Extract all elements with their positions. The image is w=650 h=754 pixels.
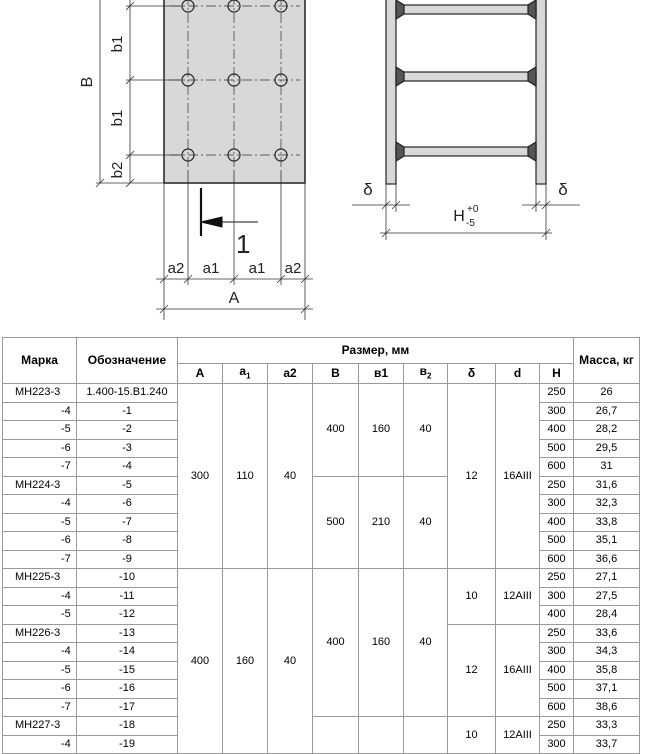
cell-marka: МН227-3 [3,717,77,736]
cell-v1: 160 [359,384,404,477]
cell-a2: 40 [268,569,313,754]
cell-H: 250 [540,624,574,643]
cell-delta: 10 [448,717,496,754]
cell-a1: 110 [223,384,268,569]
cell-marka: -7 [3,550,77,569]
cell-marka: -4 [3,587,77,606]
cell-H: 300 [540,495,574,514]
cell-H: 400 [540,661,574,680]
cell-v2: 40 [404,569,448,717]
cell-mass: 29,5 [574,439,640,458]
cell-marka: -4 [3,735,77,754]
cell-obozn: -17 [77,698,178,717]
cell-obozn: 1.400-15.В1.240 [77,384,178,403]
cell-marka: -6 [3,439,77,458]
cell-A: 300 [178,384,223,569]
cell-obozn: -12 [77,606,178,625]
cell-obozn: -10 [77,569,178,588]
cell-obozn: -18 [77,717,178,736]
cell-marka: -4 [3,643,77,662]
cell-marka: -4 [3,495,77,514]
cell-obozn: -8 [77,532,178,551]
cell-marka: МН225-3 [3,569,77,588]
header-row-1 [3,338,640,364]
side-dimension-lines [352,184,580,240]
cell-obozn: -4 [77,458,178,477]
cell-obozn: -3 [77,439,178,458]
cell-H: 400 [540,421,574,440]
col-header-H: H [540,364,574,384]
cell-mass: 26,7 [574,402,640,421]
cell-obozn: -9 [77,550,178,569]
cell-marka: МН224-3 [3,476,77,495]
cell-v2: 40 [404,384,448,477]
cell-marka: МН223-3 [3,384,77,403]
cell-mass: 31,6 [574,476,640,495]
cell-mass: 36,6 [574,550,640,569]
cell-H: 250 [540,569,574,588]
cell-marka: -7 [3,698,77,717]
cell-delta: 12 [448,624,496,717]
dim-H: H [453,208,465,225]
cell-H: 250 [540,717,574,736]
cell-d: 16АIII [496,384,540,569]
dim-B: B [79,76,96,88]
cell-obozn: -14 [77,643,178,662]
cell-marka: -5 [3,606,77,625]
cell-marka: -7 [3,458,77,477]
cell-H: 600 [540,698,574,717]
table-row [3,384,640,403]
cell-obozn: -15 [77,661,178,680]
cell-mass: 26 [574,384,640,403]
cell-a2: 40 [268,384,313,569]
cell-obozn: -16 [77,680,178,699]
cell-v1: 160 [359,569,404,717]
specifications-table [2,337,640,754]
cell-d: 16АIII [496,624,540,717]
cell-delta: 10 [448,569,496,625]
cell-mass: 27,1 [574,569,640,588]
cell-H: 250 [540,476,574,495]
col-header-a2: a2 [268,364,313,384]
col-header-d: d [496,364,540,384]
cell-obozn: -19 [77,735,178,754]
plate-body [164,0,305,183]
cell-mass: 31 [574,458,640,477]
cell-a1: 160 [223,569,268,754]
dim-delta-right: δ [558,180,568,199]
cell-v2: 40 [404,476,448,569]
col-header-massa: Масса, кг [574,338,640,384]
cell-H: 250 [540,384,574,403]
cell-obozn: -5 [77,476,178,495]
cell-marka: -6 [3,532,77,551]
cell-mass: 33,6 [574,624,640,643]
side-view [386,0,546,184]
cell-v1: 210 [359,476,404,569]
cell-H: 400 [540,513,574,532]
cell-obozn: -2 [77,421,178,440]
cell-mass: 33,3 [574,717,640,736]
col-header-oboznachenie: Обозначение [77,338,178,384]
dim-a2-left: a2 [167,260,185,277]
dim-delta-left: δ [363,180,373,199]
cell-H: 300 [540,735,574,754]
col-header-a1: $a_1$ [223,364,268,384]
cell-B: 500 [313,476,359,569]
cell-marka: -5 [3,513,77,532]
technical-drawing [0,0,650,330]
cell-H: 500 [540,680,574,699]
table-row [3,476,640,495]
cell-d: 12АIII [496,717,540,754]
dim-b1-top: b1 [109,35,126,53]
cell-mass: 34,3 [574,643,640,662]
cell-obozn: -1 [77,402,178,421]
cell-H: 400 [540,606,574,625]
cell-H: 600 [540,458,574,477]
cell-mass: 33,8 [574,513,640,532]
col-header-razmer: Размер, мм [178,338,574,364]
section-label: 1 [236,229,251,259]
cell-marka: -6 [3,680,77,699]
dim-H-sub: -5 [466,218,475,229]
cell-mass: 38,6 [574,698,640,717]
cell-obozn: -6 [77,495,178,514]
dim-a1-right: a1 [248,260,266,277]
col-header-v1: в1 [359,364,404,384]
dim-A: A [228,290,240,307]
dim-H-sup: +0 [467,204,479,215]
cell-d: 12АIII [496,569,540,625]
col-header-B: В [313,364,359,384]
cell-mass: 33,7 [574,735,640,754]
cell-mass: 37,1 [574,680,640,699]
cell-obozn: -11 [77,587,178,606]
col-header-v2: $в_2$ [404,364,448,384]
cell-B [313,717,359,754]
table-row [3,717,640,736]
table-row [3,569,640,588]
cell-mass: 35,8 [574,661,640,680]
cell-v1 [359,717,404,754]
dim-b2: b2 [109,161,126,179]
cell-H: 500 [540,439,574,458]
cell-H: 300 [540,402,574,421]
cell-B: 400 [313,384,359,477]
cell-obozn: -7 [77,513,178,532]
cell-mass: 27,5 [574,587,640,606]
col-header-marka: Марка [3,338,77,384]
cell-mass: 32,3 [574,495,640,514]
cell-mass: 28,2 [574,421,640,440]
cell-H: 500 [540,532,574,551]
cell-marka: -5 [3,661,77,680]
cell-H: 600 [540,550,574,569]
dim-b1-bottom: b1 [109,109,126,127]
cell-mass: 35,1 [574,532,640,551]
cell-A: 400 [178,569,223,754]
cell-v2 [404,717,448,754]
cell-marka: -4 [3,402,77,421]
dim-a1-left: a1 [202,260,220,277]
cell-B: 400 [313,569,359,717]
cell-marka: МН226-3 [3,624,77,643]
col-header-delta: δ [448,364,496,384]
cell-delta: 12 [448,384,496,569]
cell-H: 300 [540,587,574,606]
cell-marka: -5 [3,421,77,440]
cell-mass: 28,4 [574,606,640,625]
dim-a2-right: a2 [284,260,302,277]
col-header-A: А [178,364,223,384]
cell-H: 300 [540,643,574,662]
cell-obozn: -13 [77,624,178,643]
